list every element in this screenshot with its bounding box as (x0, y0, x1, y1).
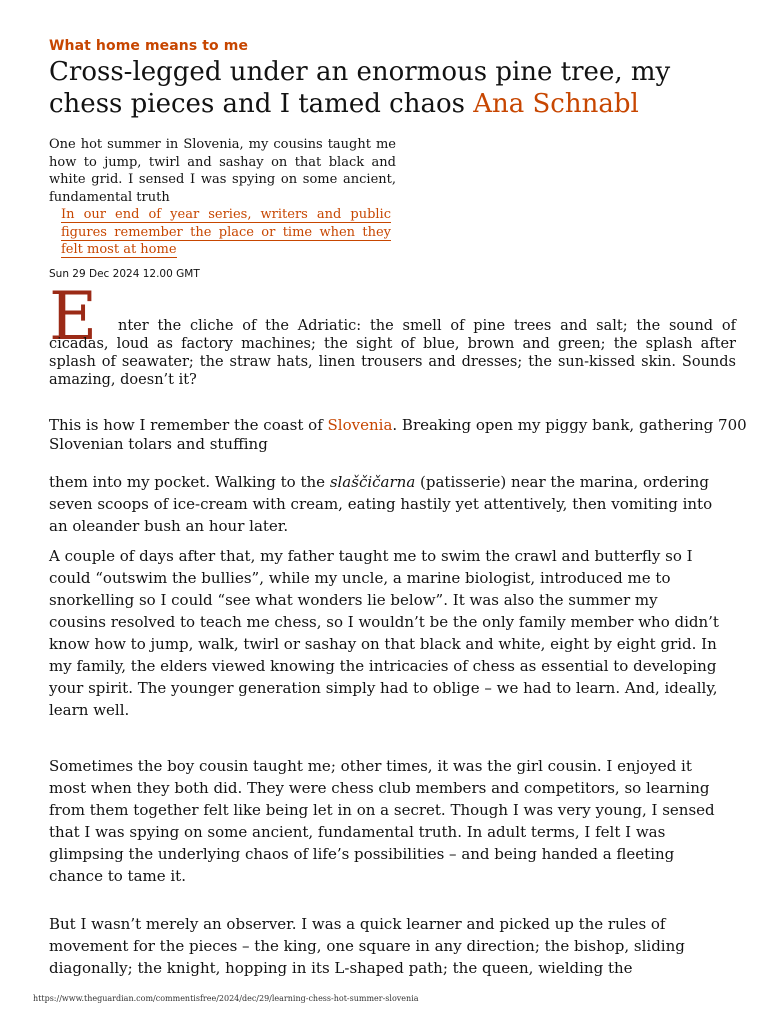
paragraph-4: A couple of days after that, my father taught me to swim the crawl and butterfly so I could “outswim the bullies”, while my uncle, a marine biologist, introduced me to snorkelling so I could “see what wonders lie below”. It was also the summer my cousins resolved to teach me chess, so I wouldn’t be the only family member who didn’t know how to jump, walk, twirl or sashay on that black and white, eight by eight grid. In my family, the elders viewed knowing the intricacies of chess as essential to developing your spirit. The younger generation simply had to oblige – we had to learn. And, ideally, learn well. (49, 547, 719, 719)
italic-term: slaščičarna (329, 473, 416, 491)
paragraph-2-end: . Breaking open my piggy bank, gathering 700 Slovenian tolars and stuffing (49, 416, 747, 453)
paragraph-2-start: This is how I remember the coast of (49, 416, 328, 434)
paragraph-3-start: them into my pocket. Walking to the (49, 473, 330, 491)
paragraph-3-end: (patisserie) near the marina, ordering seven scoops of ice-cream with cream, eating hastily yet attentively, then vomiting into an oleander bush an hour later. (49, 473, 713, 535)
kicker-label[interactable]: What home means to me (49, 38, 249, 54)
paragraph-2 (49, 416, 749, 454)
series-link[interactable] (61, 206, 391, 259)
publish-date: Sun 29 Dec 2024 12.00 GMT (49, 268, 200, 280)
paragraph-5: Sometimes the boy cousin taught me; other times, it was the girl cousin. I enjoyed it most when they both did. They were chess club members and competitors, so learning from them together felt like being let in on a secret. Though I was very young, I sensed that I was spying on some ancient, fundamental truth. In adult terms, I felt I was glimpsing the underlying chaos of life’s possibilities – and being handed a fleeting chance to tame it. (49, 757, 715, 885)
paragraph-1: cicadas, loud as factory machines; the sight of blue, brown and green; the splash after splash of seawater; the straw hats, linen trousers and dresses; the sun-kissed skin. Sounds amazing, doesn’t it? (49, 336, 736, 388)
drop-cap: E (49, 278, 98, 355)
headline (49, 56, 749, 120)
paragraph-6: But I wasn’t merely an observer. I was a quick learner and picked up the rules of movement for the pieces – the king, one square in any direction; the bishop, sliding diagonally; the knight, hopping in its L-shaped path; the queen, wielding the (49, 915, 685, 977)
paragraph-3 (49, 471, 719, 537)
headline-text: Cross-legged under an enormous pine tree, my chess pieces and I tamed chaos (49, 57, 671, 119)
page-url[interactable]: https://www.theguardian.com/commentisfree/2024/dec/29/learning-chess-hot-summer-slovenia (33, 994, 419, 1003)
slovenia-link[interactable]: Slovenia (327, 416, 393, 434)
paragraph-1-first-line: nter the cliche of the Adriatic: the smell of pine trees and salt; the sound of (118, 318, 736, 334)
series-link-text[interactable]: In our end of year series, writers and public figures remember the place or time when they felt most at home (61, 207, 391, 257)
author-link[interactable]: Ana Schnabl (473, 89, 639, 119)
standfirst: One hot summer in Slovenia, my cousins taught me how to jump, twirl and sashay on that black and white grid. I sensed I was spying on some ancient, fundamental truth (49, 137, 396, 205)
